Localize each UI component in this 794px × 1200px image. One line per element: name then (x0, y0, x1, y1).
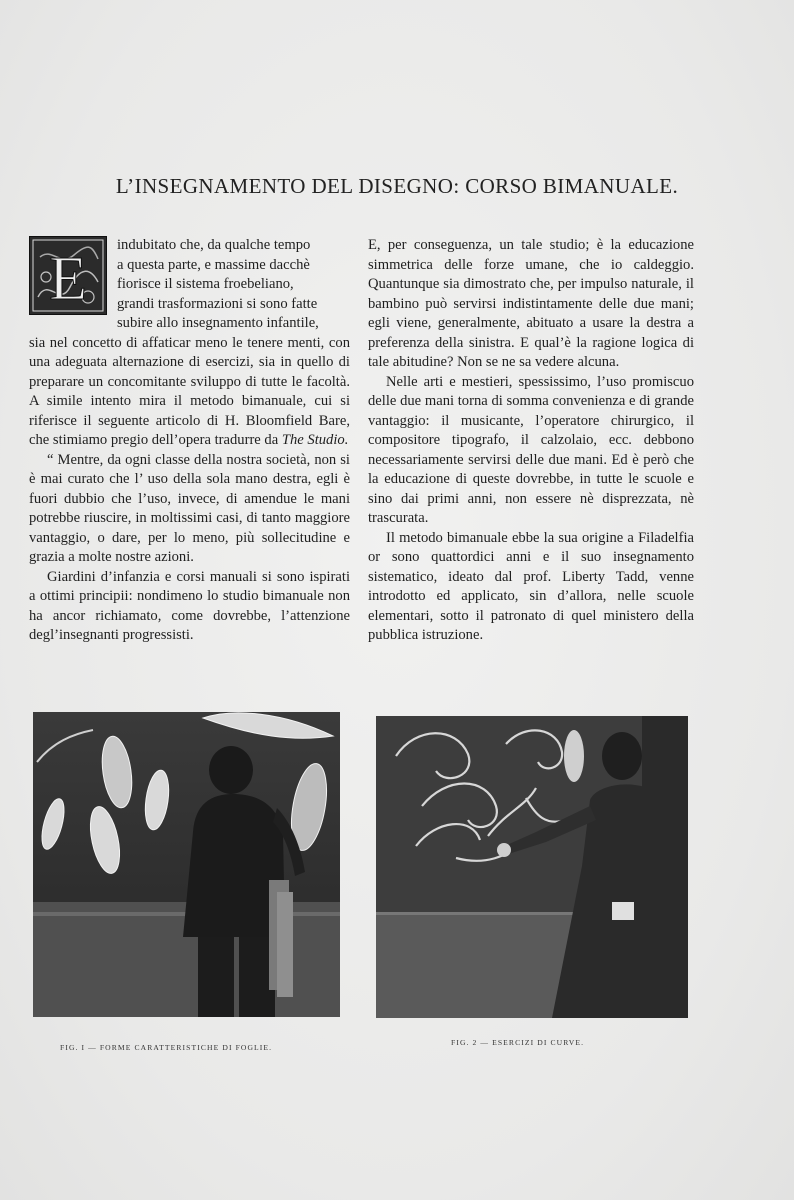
left-column (29, 236, 350, 646)
journal-title: The Studio. (281, 432, 349, 448)
lead-line-1: indubitato che, da qualche tempo (117, 237, 311, 253)
right-column (368, 236, 694, 646)
lead-line-2: a questa parte, e massime dacchè (117, 256, 310, 273)
dropcap-letter: E (49, 245, 87, 313)
article-title: L’INSEGNAMENTO DEL DISEGNO: CORSO BIMANUALE. (115, 174, 679, 198)
figure-1-photo (33, 712, 340, 1017)
figure-1-caption: FIG. I — FORME CARATTERISTICHE DI FOGLIE. (60, 1043, 273, 1052)
paragraph-6: Il metodo bimanuale ebbe la sua origine a Filadelfia or sono quattordici anni e il suo insegnamento sistematico, ideato dal prof. Liberty Tadd, venne introdotto ed applicato, sin d’allora, nelle scuole elementari, sotto il patronato di quel ministero della pubblica istruzione. (368, 529, 694, 643)
lead-line-3: fiorisce il sistema froebeliano, (117, 276, 294, 292)
decorated-initial-e (29, 236, 107, 315)
figure-2-photo (376, 716, 688, 1018)
paragraph-1 (29, 236, 350, 451)
figure-2-caption: FIG. 2 — ESERCIZI DI CURVE. (451, 1038, 585, 1047)
paragraph-2: “ Mentre, da ogni classe della nostra società, non si è mai curato che l’ uso della sola mano destra, egli è fuori dubbio che l’uso, invece, di amendue le mani potrebbe riuscire, in moltissimi casi, di tanto maggiore vantaggio, o dare, per lo meno, più sollecitudine e grazia a molte nostre azioni. (29, 451, 350, 565)
paragraph-3: Giardini d’infanzia e corsi manuali si sono ispirati a ottimi principii: nondimeno lo studio bimanuale non ha ancor richiamato, come dovrebbe, l’attenzione degl’insegnanti progressisti. (29, 568, 350, 643)
paragraph-4: E, per conseguenza, un tale studio; è la educazione simmetrica delle forze umane, che io caldeggio. Quantunque sia dimostrato che, per impulso naturale, il bambino può servirsi indistintamente delle due mani; egli viene, generalmente, abituato a usare la destra a preferenza della sinistra. E qual’è la ragione logica di tale abitudine? Non se ne sa vedere alcuna. (368, 237, 694, 370)
lead-line-4: grandi trasformazioni si sono fatte (117, 295, 318, 312)
paragraph-5: Nelle arti e mestieri, spessissimo, l’uso promiscuo delle due mani torna di somma convenienza e di grande vantaggio: il musicante, l’operatore chirurgico, il compositore tipografo, il calzolaio, ecc. debbono necessariamente servirsi delle due mani. Ed è però che la educazione di queste dovrebbe, in tutte le scuole e sino dai primi anni, non essere nè disprezzata, nè trascurata. (368, 373, 694, 526)
lead-line-5: subire allo insegnamento infantile, (117, 315, 319, 331)
paragraph-1-text: sia nel concetto di affaticar meno le tenere menti, con una adeguata alternazione di esercizi, sia in quello di preparare un concomitante sviluppo di tutte le facoltà. A simile intento mira il metodo bimanuale, cui si riferisce il seguente articolo di H. Bloomfield Bare, che stimiamo pregio dell’opera tradurre da (29, 334, 350, 448)
